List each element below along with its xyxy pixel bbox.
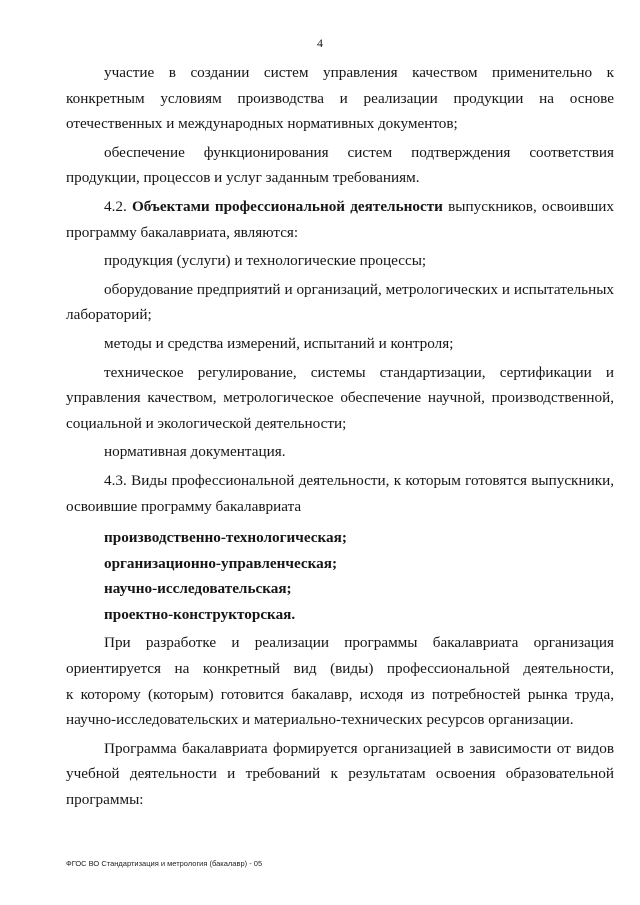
- activity-type-item: организационно-управленческая;: [104, 554, 337, 572]
- text-line: Программа бакалавриата формируется организацией в зависимости от видов: [104, 739, 614, 757]
- text-line: оборудование предприятий и организаций, метрологических и испытательных: [104, 280, 614, 298]
- text-fragment: выпускников, освоивших: [442, 197, 614, 215]
- text-line: ориентируется на конкретный вид (виды) профессиональной деятельности,: [66, 660, 614, 678]
- text-line: техническое регулирование, системы стандартизации, сертификации и: [104, 363, 614, 381]
- text-line: учебной деятельности и требований к результатам освоения образовательной: [66, 765, 614, 783]
- text-line: продукция (услуги) и технологические процессы;: [104, 252, 427, 270]
- activity-type-item: проектно-конструкторская.: [104, 605, 296, 623]
- text-line: управления качеством, метрологическое обеспечение научной, производственной,: [66, 389, 614, 407]
- text-line: обеспечение функционирования систем подтверждения соответствия: [104, 143, 614, 161]
- section-4-3-heading: 4.3. Виды профессиональной деятельности, к которым готовятся выпускники,: [104, 471, 614, 489]
- activity-type-item: производственно-технологическая;: [104, 529, 347, 547]
- text-line: При разработке и реализации программы бакалавриата организация: [104, 634, 614, 652]
- text-line: программу бакалавриата, являются:: [66, 223, 299, 241]
- text-line: освоившие программу бакалавриата: [66, 497, 302, 515]
- document-footer: ФГОС ВО Стандартизация и метрология (бакалавр) - 05: [66, 859, 263, 868]
- text-line: к которому (которым) готовится бакалавр, исходя из потребностей рынка труда,: [66, 685, 614, 703]
- text-line: отечественных и международных нормативных документов;: [66, 115, 458, 133]
- bold-term: Объектами профессиональной деятельности: [131, 197, 443, 215]
- text-line: нормативная документация.: [104, 443, 286, 461]
- page-number: 4: [317, 36, 323, 50]
- text-line: социальной и экологической деятельности;: [66, 414, 347, 432]
- text-line: программы:: [66, 791, 144, 809]
- section-number: 4.2.: [104, 197, 132, 215]
- activity-type-item: научно-исследовательская;: [104, 580, 292, 598]
- text-line: лабораторий;: [66, 306, 152, 324]
- document-body: [66, 60, 614, 813]
- text-line: конкретным условиям производства и реализации продукции на основе: [66, 89, 614, 107]
- text-line: продукции, процессов и услуг заданным требованиям.: [66, 169, 420, 187]
- text-line: научно-исследовательских и материально-технических ресурсов организации.: [66, 711, 574, 729]
- text-line: участие в создании систем управления качеством применительно к: [104, 64, 614, 81]
- text-line: методы и средства измерений, испытаний и контроля;: [104, 334, 454, 352]
- section-4-2-heading: [66, 194, 614, 220]
